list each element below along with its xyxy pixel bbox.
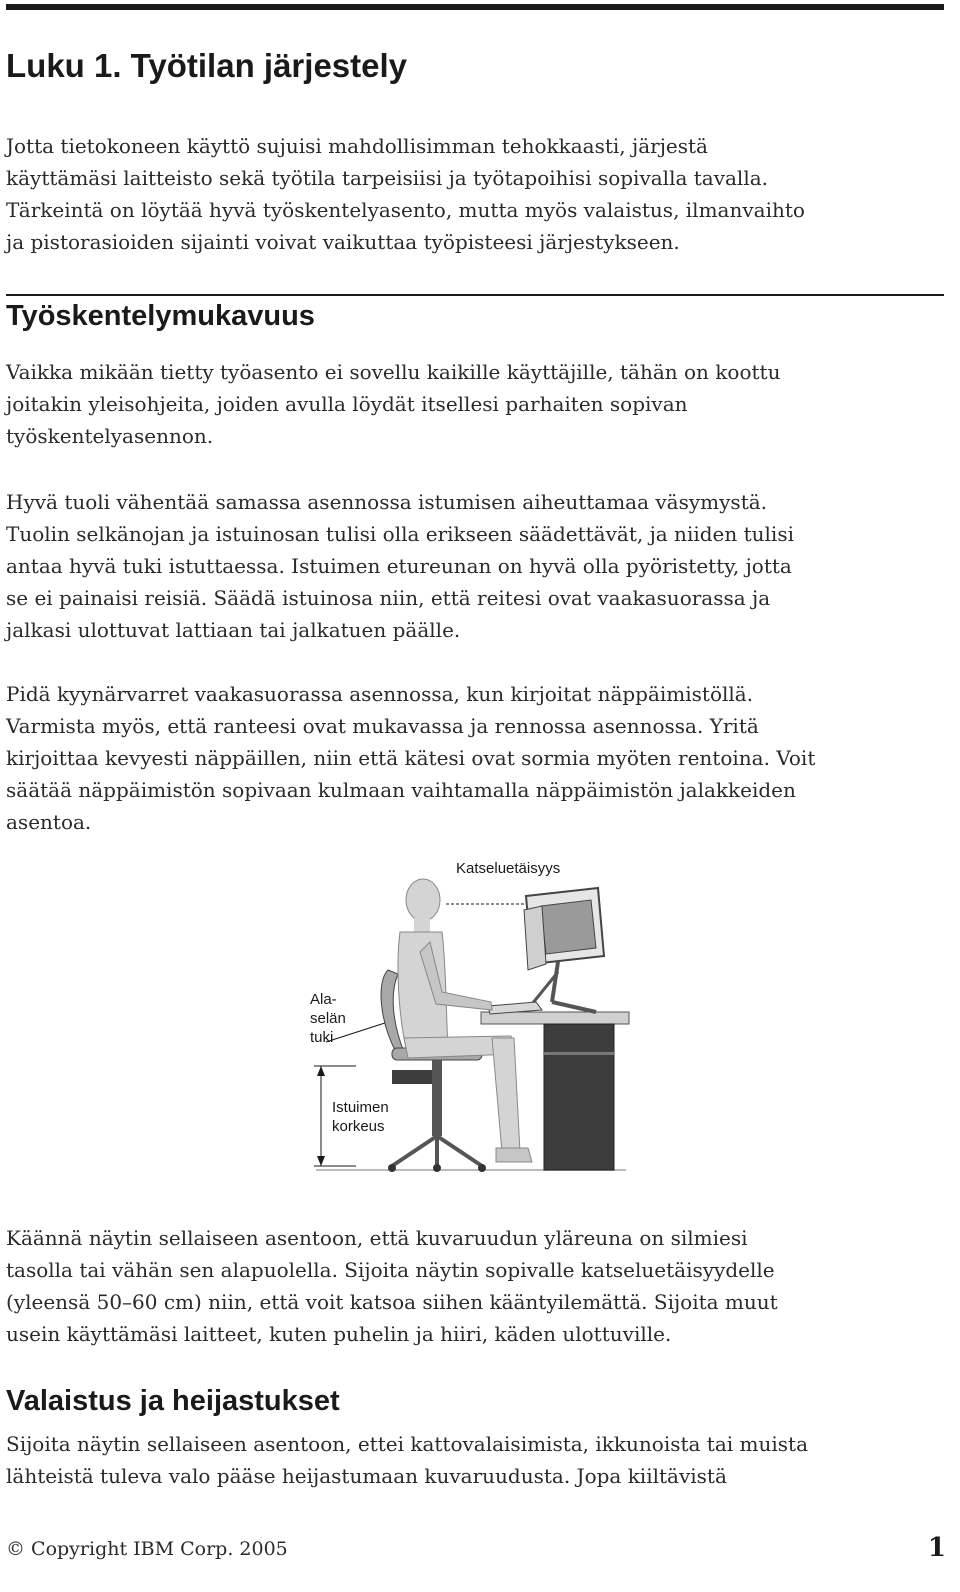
text-line: Hyvä tuoli vähentää samassa asennossa istumisen aiheuttamaa väsymystä. xyxy=(6,490,768,514)
text-line: käyttämäsi laitteisto sekä työtila tarpeisiisi ja työtapoihisi sopivalla tavalla. xyxy=(6,166,769,190)
section-rule xyxy=(6,294,944,296)
viewing-distance-label: Katseluetäisyys xyxy=(456,860,561,877)
label-line: selän xyxy=(310,1010,346,1027)
label-line: Ala- xyxy=(310,991,337,1008)
text-line: asentoa. xyxy=(6,810,92,834)
label-line: Istuimen xyxy=(332,1099,389,1116)
chapter-title: Luku 1. Työtilan järjestely xyxy=(6,47,408,84)
text-line: jalkasi ulottuvat lattiaan tai jalkatuen päälle. xyxy=(6,618,461,642)
comfort-paragraph-2 xyxy=(6,486,946,646)
label-line: korkeus xyxy=(332,1118,385,1135)
text-line: Pidä kyynärvarret vaakasuorassa asennossa, kun kirjoitat näppäimistöllä. xyxy=(6,682,754,706)
comfort-paragraph-4 xyxy=(6,1222,946,1350)
section-title-comfort: Työskentelymukavuus xyxy=(6,300,315,332)
top-rule xyxy=(6,4,944,10)
text-line: Sijoita näytin sellaiseen asentoon, ettei kattovalaisimista, ikkunoista tai muista xyxy=(6,1432,808,1456)
text-line: (yleensä 50–60 cm) niin, että voit katsoa siihen kääntyilemättä. Sijoita muut xyxy=(6,1290,778,1314)
ergonomics-figure xyxy=(296,852,646,1180)
text-line: Vaikka mikään tietty työasento ei sovellu kaikille käyttäjille, tähän on koottu xyxy=(6,360,781,384)
comfort-paragraph-3 xyxy=(6,678,946,838)
comfort-paragraph-1 xyxy=(6,356,946,452)
text-line: Tuolin selkänojan ja istuinosan tulisi olla erikseen säädettävät, ja niiden tulisi xyxy=(6,522,794,546)
text-line: kirjoittaa kevyesti näppäillen, niin että kätesi ovat sormia myöten rentoina. Voit xyxy=(6,746,816,770)
text-line: lähteistä tuleva valo pääse heijastumaan kuvaruudusta. Jopa kiiltävistä xyxy=(6,1464,727,1488)
page-number: 1 xyxy=(927,1533,946,1563)
text-line: tasolla tai vähän sen alapuolella. Sijoita näytin sopivalle katseluetäisyydelle xyxy=(6,1258,775,1282)
text-line: säätää näppäimistön sopivaan kulmaan vaihtamalla näppäimistön jalakkeiden xyxy=(6,778,796,802)
text-line: Tärkeintä on löytää hyvä työskentelyasento, mutta myös valaistus, ilmanvaihto xyxy=(6,198,805,222)
text-line: se ei painaisi reisiä. Säädä istuinosa niin, että reitesi ovat vaakasuorassa ja xyxy=(6,586,771,610)
section-title-lighting: Valaistus ja heijastukset xyxy=(6,1385,340,1417)
lighting-paragraph-1 xyxy=(6,1428,946,1492)
text-line: ja pistorasioiden sijainti voivat vaikuttaa työpisteesi järjestykseen. xyxy=(6,230,680,254)
seat-height-label xyxy=(332,1098,389,1136)
label-line: tuki xyxy=(310,1029,334,1046)
text-line: antaa hyvä tuki istuttaessa. Istuimen etureunan on hyvä olla pyöristetty, jotta xyxy=(6,554,792,578)
copyright-notice: © Copyright IBM Corp. 2005 xyxy=(6,1538,288,1560)
text-line: Jotta tietokoneen käyttö sujuisi mahdollisimman tehokkaasti, järjestä xyxy=(6,134,708,158)
text-line: Varmista myös, että ranteesi ovat mukavassa ja rennossa asennossa. Yritä xyxy=(6,714,759,738)
text-line: Käännä näytin sellaiseen asentoon, että kuvaruudun yläreuna on silmiesi xyxy=(6,1226,748,1250)
text-line: työskentelyasennon. xyxy=(6,424,214,448)
intro-paragraph xyxy=(6,130,946,258)
text-line: usein käyttämäsi laitteet, kuten puhelin ja hiiri, käden ulottuville. xyxy=(6,1322,672,1346)
lumbar-support-label xyxy=(310,990,346,1047)
text-line: joitakin yleisohjeita, joiden avulla löydät itsellesi parhaiten sopivan xyxy=(6,392,688,416)
